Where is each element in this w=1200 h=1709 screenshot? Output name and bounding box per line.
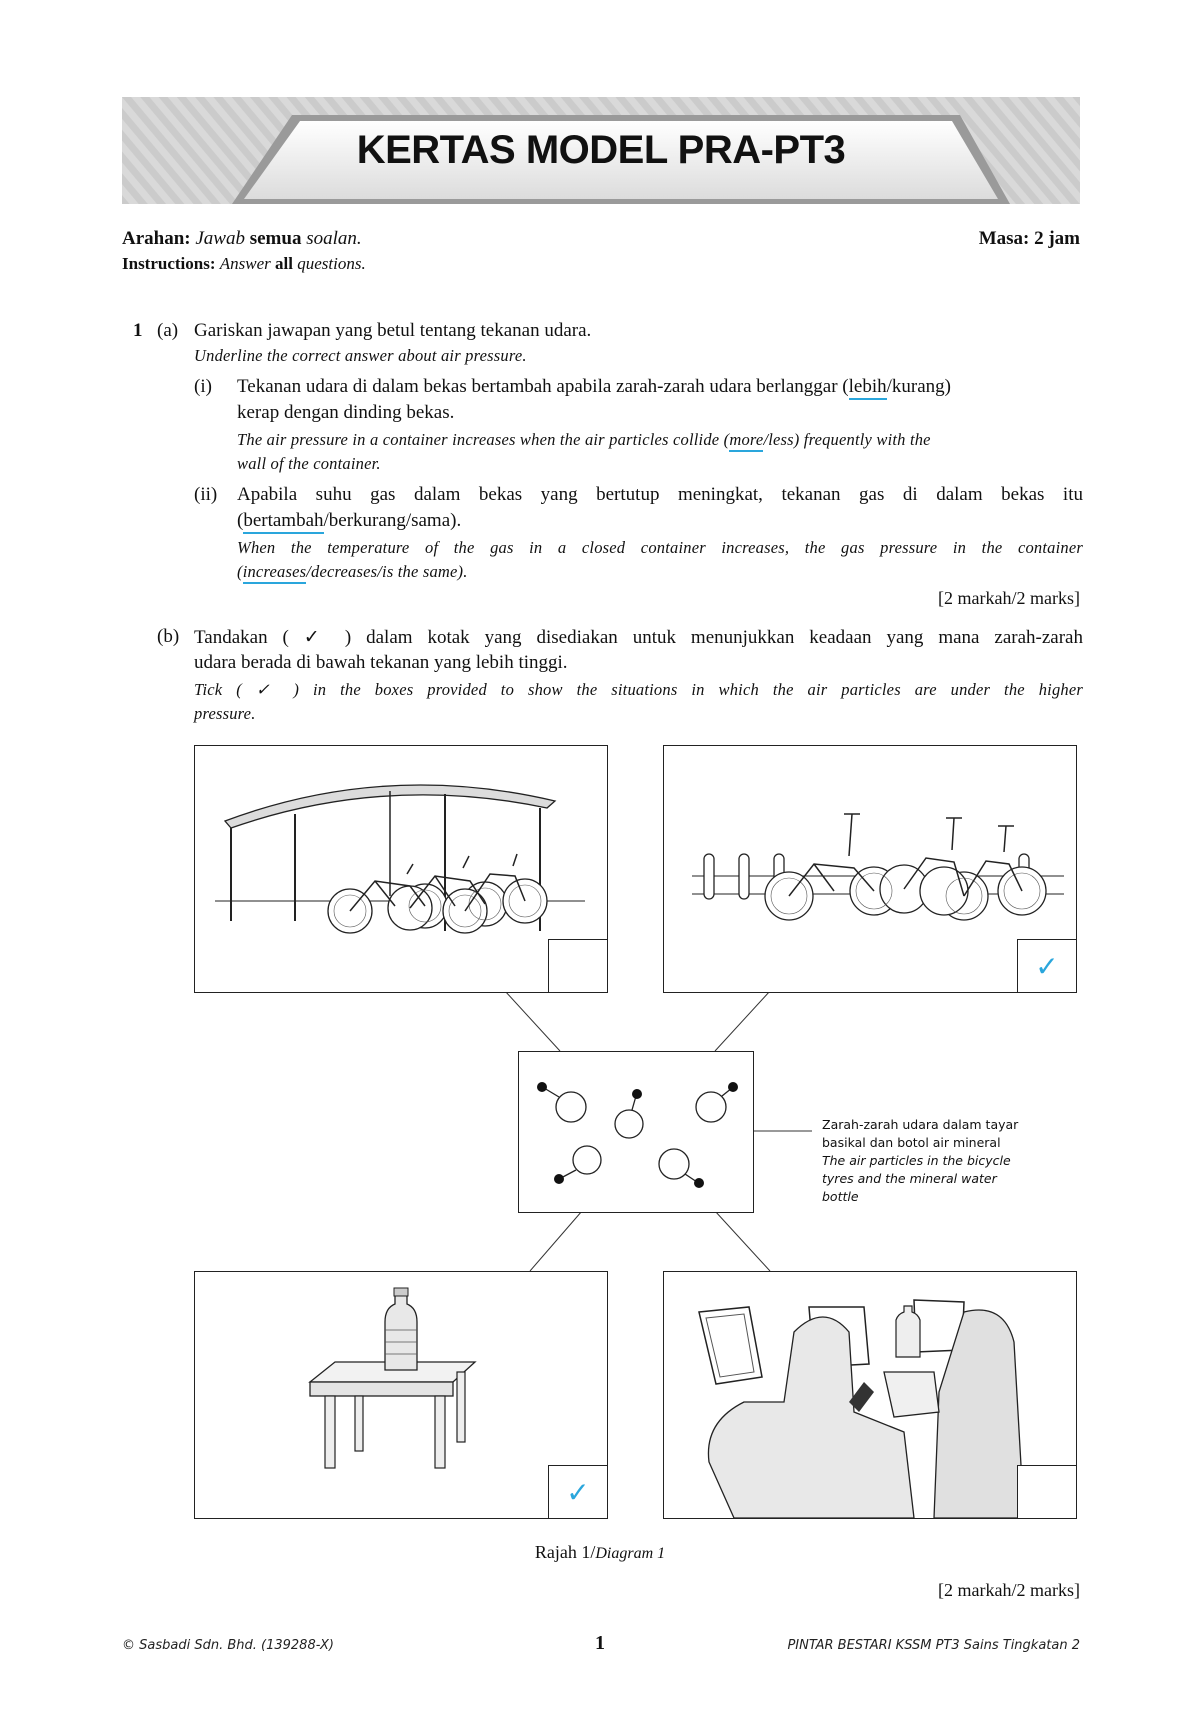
diagram-note-en: The air particles in the bicycle tyres and the mineral water bottle (822, 1153, 1011, 1204)
sub-ii-en-line1: When the temperature of the gas in a closed container increases, the gas pressure in the container (237, 538, 1083, 557)
sub-ii-en-line2: (increases/decreases/is the same). (237, 562, 468, 582)
page-title: KERTAS MODEL PRA-PT3 (356, 128, 846, 172)
part-a-label: (a) (157, 320, 179, 341)
panel-air-particles (518, 1051, 754, 1213)
tick-box-bicycle-shelter[interactable] (548, 939, 608, 993)
panel-car-interior (663, 1271, 1077, 1519)
footer-copyright: © Sasbadi Sdn. Bhd. (139288-X) (122, 1638, 334, 1653)
sub-i-label: (i) (194, 376, 212, 397)
sub-i-en-line1: The air pressure in a container increases when the air particles collide (more/less) frequently with the (237, 430, 1083, 450)
time-allowed: Masa: 2 jam (978, 228, 1080, 249)
sub-i-ms-line2: kerap dengan dinding bekas. (237, 402, 455, 423)
answer-increases: increases (243, 562, 307, 584)
diagram-note (822, 1116, 1032, 1206)
sub-ii-ms-line1: Apabila suhu gas dalam bekas yang bertutup meningkat, tekanan gas di dalam bekas itu (237, 484, 1083, 505)
marks-b: [2 markah/2 marks] (938, 1580, 1080, 1600)
diagram-caption: Rajah 1/Diagram 1 (534, 1542, 666, 1562)
bicycle-shelter-illustration (195, 746, 607, 992)
question-number: 1 (133, 320, 143, 341)
part-b-en-line2: pressure. (194, 704, 256, 723)
part-b-ms-line2: udara berada di bawah tekanan yang lebih tinggi. (194, 652, 568, 673)
panel-bicycle-shelter (194, 745, 608, 993)
marks-a: [2 markah/2 marks] (938, 588, 1080, 608)
sub-i-en-line2: wall of the container. (237, 454, 381, 473)
panel-bicycle-rack (663, 745, 1077, 993)
bottle-on-table-illustration (195, 1272, 607, 1518)
panel-bottle-on-table (194, 1271, 608, 1519)
tick-box-car-interior[interactable] (1017, 1465, 1077, 1519)
air-particles-illustration (519, 1052, 753, 1212)
answer-bertambah: bertambah (243, 510, 323, 534)
part-b-ms-line1: Tandakan ( ✓ ) dalam kotak yang disediakan untuk menunjukkan keadaan yang mana zarah-zarah (194, 627, 1083, 648)
check-mark-icon: ✓ (1035, 949, 1059, 983)
sub-ii-ms-line2: (bertambah/berkurang/sama). (237, 510, 461, 532)
tick-box-bottle-on-table[interactable] (548, 1465, 608, 1519)
part-b-en-line1: Tick ( ✓ ) in the boxes provided to show the situations in which the air particles are under the higher (194, 680, 1083, 699)
tick-box-bicycle-rack[interactable] (1017, 939, 1077, 993)
car-interior-illustration (664, 1272, 1076, 1518)
instruction-ms: Arahan: Jawab semua soalan. (122, 228, 362, 249)
check-mark-icon: ✓ (566, 1475, 590, 1509)
part-b-label: (b) (157, 626, 180, 647)
sub-ii-label: (ii) (194, 484, 218, 505)
instruction-en: Instructions: Answer all questions. (122, 254, 366, 273)
footer-book-title: PINTAR BESTARI KSSM PT3 Sains Tingkatan 2 (787, 1638, 1080, 1653)
diagram-note-ms: Zarah-zarah udara dalam tayar basikal dan botol air mineral (822, 1117, 1019, 1150)
answer-lebih: lebih (849, 376, 887, 400)
bicycle-rack-illustration (664, 746, 1076, 992)
part-a-en: Underline the correct answer about air pressure. (194, 346, 527, 365)
answer-more: more (729, 430, 763, 452)
sub-i-ms-line1: Tekanan udara di dalam bekas bertambah apabila zarah-zarah udara berlanggar (lebih/kurang) (237, 376, 1083, 398)
part-a-ms: Gariskan jawapan yang betul tentang tekanan udara. (194, 320, 592, 341)
page-number: 1 (595, 1632, 605, 1654)
